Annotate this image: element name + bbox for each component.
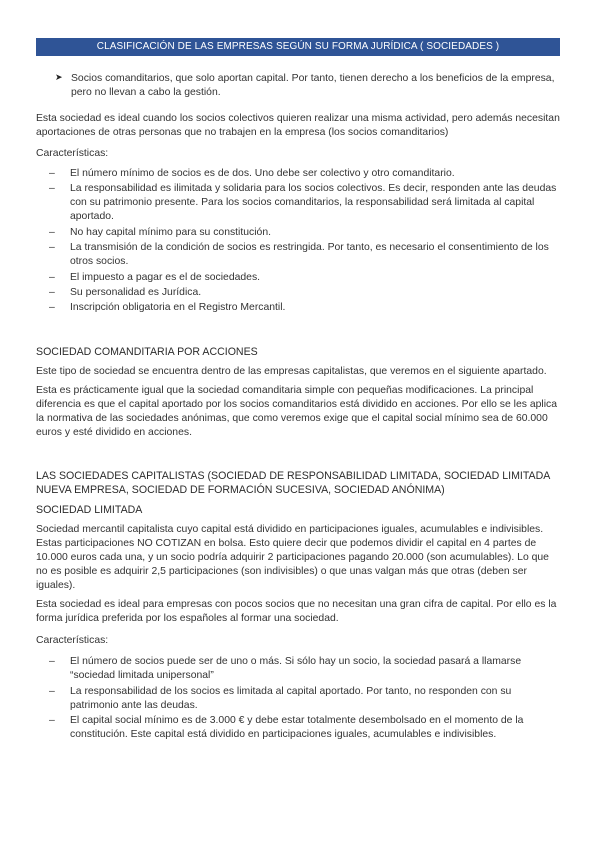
intro-bullet-text: Socios comanditarios, que solo aportan capital. Por tanto, tienen derecho a los beneficios de la empresa, pero no llevan a cabo la gestión. [71, 73, 555, 98]
arrow-bullet-icon: ➤ [55, 72, 63, 82]
intro-bullet [36, 72, 560, 100]
dash-bullet-icon: – [49, 183, 55, 195]
comanditaria-description: Esta sociedad es ideal cuando los socios colectivos quieren realizar una misma actividad, pero además necesitan aportaciones de otras personas que no trabajen en la empresa (los socios comanditarios) [36, 113, 560, 138]
characteristics-label-2: Características: [36, 635, 109, 647]
section-heading-capitalistas: LAS SOCIEDADES CAPITALISTAS (SOCIEDAD DE RESPONSABILIDAD LIMITADA, SOCIEDAD LIMITADA NUEVA EMPRESA, SOCIEDAD DE FORMACIÓN SUCESIVA, SOCIEDAD ANÓNIMA) [36, 470, 550, 497]
list-item: – El número mínimo de socios es de dos. Uno debe ser colectivo y otro comanditario. [49, 168, 455, 179]
list-item: – Su personalidad es Jurídica. [49, 286, 202, 298]
document-page [36, 38, 560, 744]
limitada-paragraph-2: Esta sociedad es ideal para empresas con pocos socios que no necesitan una gran cifra de capital. Por ello es la forma jurídica preferida por los españoles al formar una sociedad. [36, 599, 557, 625]
characteristics-list-2 [36, 655, 560, 742]
list-item: – No hay capital mínimo para su constitución. [49, 226, 271, 238]
list-item: – El impuesto a pagar es el de sociedades. [49, 271, 261, 283]
dash-bullet-icon: – [49, 302, 55, 314]
dash-bullet-icon: – [49, 226, 55, 238]
dash-bullet-icon: – [49, 685, 55, 697]
dash-bullet-icon: – [49, 168, 55, 179]
characteristics-label-1: Características: [36, 148, 109, 159]
acciones-paragraph-1: Este tipo de sociedad se encuentra dentro de las empresas capitalistas, que veremos en el siguiente apartado. [36, 366, 547, 378]
acciones-paragraph-2: Esta es prácticamente igual que la sociedad comanditaria simple con pequeñas modificaciones. La principal diferencia es que el capital aportado por los socios comanditarios está dividido en acciones. Por ello se les aplica la normativa de las sociedades anónimas, que como veremos exige que el capital social mínimo sea de 60.000 euros y esté dividido en acciones. [36, 385, 557, 439]
list-item: – La responsabilidad de los socios es limitada al capital aportado. Por tanto, no responden con su patrimonio ante las deudas. [49, 685, 512, 711]
dash-bullet-icon: – [49, 271, 55, 283]
list-item: – La responsabilidad es ilimitada y solidaria para los socios colectivos. Es decir, responden ante las deudas con su patrimonio presente. Para los socios comanditarios, la responsabilidad será limitada al capital aportado. [49, 183, 557, 223]
limitada-paragraph-1: Sociedad mercantil capitalista cuyo capital está dividido en participaciones iguales, acumulables e indivisibles. Estas participaciones NO COTIZAN en bolsa. Esto quiere decir que podemos dividir el capital en 4 partes de 10.000 euros cada una, y un socio podría adquirir 2 participaciones pagando 20.000 (son acumulables). Lo que no es posible es adquirir 2,5 participaciones (son indivisibles) o que unas valgan más que otras (deben ser iguales). [36, 524, 549, 592]
list-item: – El número de socios puede ser de uno o más. Si sólo hay un socio, la sociedad pasará a llamarse “sociedad limitada unipersonal” [49, 656, 522, 682]
characteristics-list-1 [36, 167, 560, 315]
dash-bullet-icon: – [49, 656, 55, 668]
list-item: – Inscripción obligatoria en el Registro Mercantil. [49, 302, 286, 314]
dash-bullet-icon: – [49, 242, 55, 254]
section-heading-comanditaria-acciones: SOCIEDAD COMANDITARIA POR ACCIONES [36, 346, 258, 359]
section-title-banner: CLASIFICACIÓN DE LAS EMPRESAS SEGÚN SU FORMA JURÍDICA ( SOCIEDADES ) [36, 38, 560, 56]
dash-bullet-icon: – [49, 286, 55, 298]
sub-heading-sociedad-limitada: SOCIEDAD LIMITADA [36, 504, 143, 517]
dash-bullet-icon: – [49, 715, 55, 727]
list-item: – La transmisión de la condición de socios es restringida. Por tanto, es necesario el consentimiento de los otros socios. [49, 242, 549, 268]
list-item: – El capital social mínimo es de 3.000 € y debe estar totalmente desembolsado en el momento de la constitución. Este capital está dividido en participaciones iguales, acumulables e indivisibles. [49, 715, 524, 741]
